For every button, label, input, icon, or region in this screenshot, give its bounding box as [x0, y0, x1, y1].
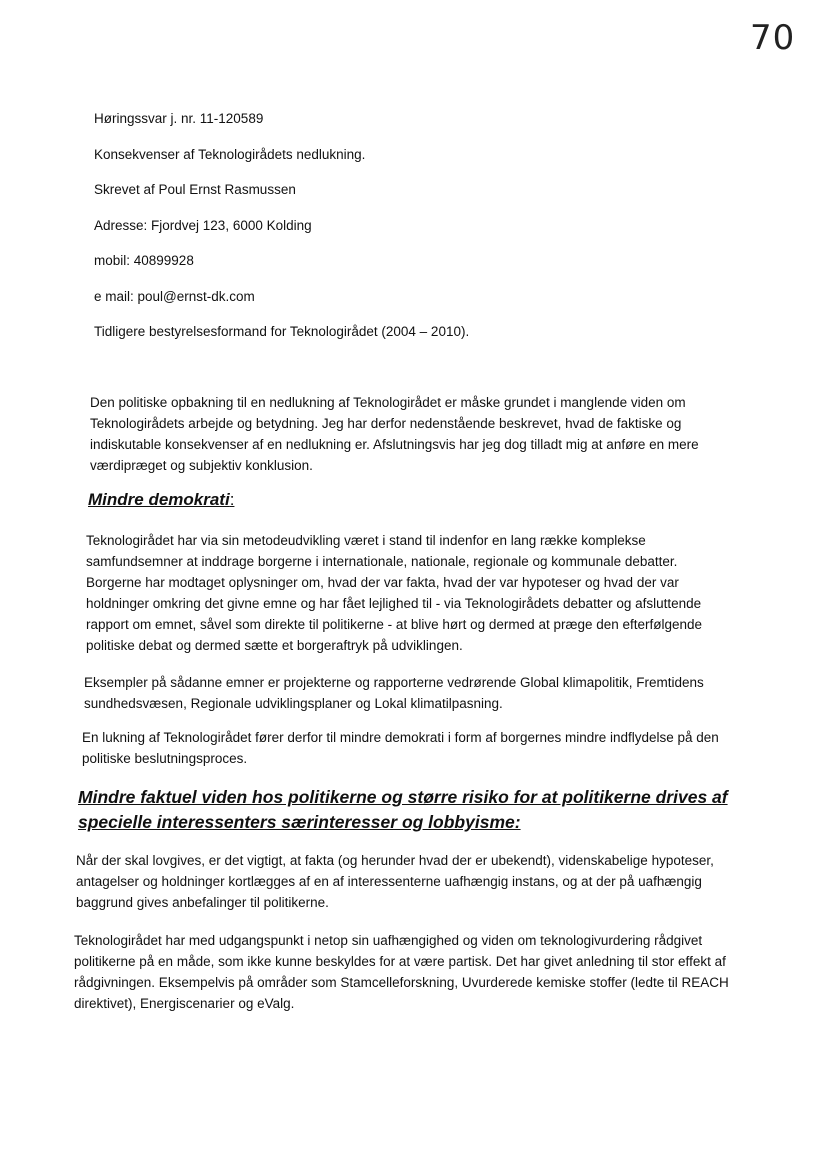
section2-text-1: Når der skal lovgives, er det vigtigt, at fakta (og herunder hvad der er ubekendt), videnskabelige hypoteser, antagelser og holdninger kortlægges af en af interessenterne uafhængig instans, og at der på uafhængig baggrund gives anbefalinger til politikerne. [76, 853, 714, 910]
mobile-line: mobil: 40899928 [94, 253, 194, 268]
former-role-line: Tidligere bestyrelsesformand for Teknologirådet (2004 – 2010). [94, 324, 470, 339]
section-heading-democracy-text: Mindre demokrati [88, 490, 230, 509]
section1-text-3: En lukning af Teknologirådet fører derfor til mindre demokrati i form af borgernes mindre indflydelse på den politiske beslutningsproces. [82, 730, 719, 766]
reference-number: Høringssvar j. nr. 11-120589 [94, 111, 264, 126]
section1-text-1: Teknologirådet har via sin metodeudvikling været i stand til indenfor en lang række komplekse samfundsemner at inddrage borgerne i internationale, nationale, regionale og kommunale debatter. Borgerne har modtaget oplysninger om, hvad der var fakta, hvad der var hypoteser og hvad der var holdninger omkring det givne emne og har fået lejlighed til - via Teknologirådets debatter og afsluttende rapport om emnet, såvel som direkte til politikerne - at blive hørt og dermed at præge den efterfølgende politiske debat og dermed sætte et borgeraftryk på udviklingen. [86, 533, 703, 653]
intro-paragraph [90, 392, 730, 476]
email-line: e mail: poul@ernst-dk.com [94, 288, 255, 304]
section2-text-2: Teknologirådet har med udgangspunkt i netop sin uafhængighed og viden om teknologivurdering rådgivet politikerne på en måde, som ikke kunne beskyldes for at være partisk. Det har givet anledning til stor effekt af rådgivningen. Eksempelvis på områder som Stamcelleforskning, Uvurderede kemiske stoffer (ledte til REACH direktivet), Energiscenarier og eValg. [74, 933, 729, 1011]
section-heading-democracy [88, 488, 234, 512]
section1-paragraph-2 [84, 672, 734, 714]
section1-paragraph-1 [86, 530, 734, 656]
document-subject: Konsekvenser af Teknologirådets nedlukning. [94, 146, 366, 162]
intro-text: Den politiske opbakning til en nedlukning af Teknologirådet er måske grundet i manglende viden om Teknologirådets arbejde og betydning. Jeg har derfor nedenstående beskrevet, hvad de faktiske og indiskutable konsekvenser af en nedlukning er. Afslutningsvis har jeg dog tilladt mig at anføre en mere værdipræget og subjektiv konklusion. [90, 395, 699, 473]
address-line: Adresse: Fjordvej 123, 6000 Kolding [94, 217, 312, 233]
handwritten-page-number: 70 [750, 18, 796, 58]
section-heading-knowledge: Mindre faktuel viden hos politikerne og større risiko for at politikerne drives af specielle interessenters særinteresser og lobbyisme: [78, 787, 728, 832]
letter-header [94, 110, 734, 359]
section2-paragraph-1 [76, 850, 748, 913]
section-heading-democracy-colon: : [229, 490, 235, 509]
section2-paragraph-2 [74, 930, 746, 1014]
section1-paragraph-3 [82, 727, 732, 769]
section1-text-2: Eksempler på sådanne emner er projekterne og rapporterne vedrørende Global klimapolitik, Fremtidens sundhedsvæsen, Regionale udviklingsplaner og Lokal klimatilpasning. [84, 675, 704, 711]
author-line: Skrevet af Poul Ernst Rasmussen [94, 182, 296, 197]
